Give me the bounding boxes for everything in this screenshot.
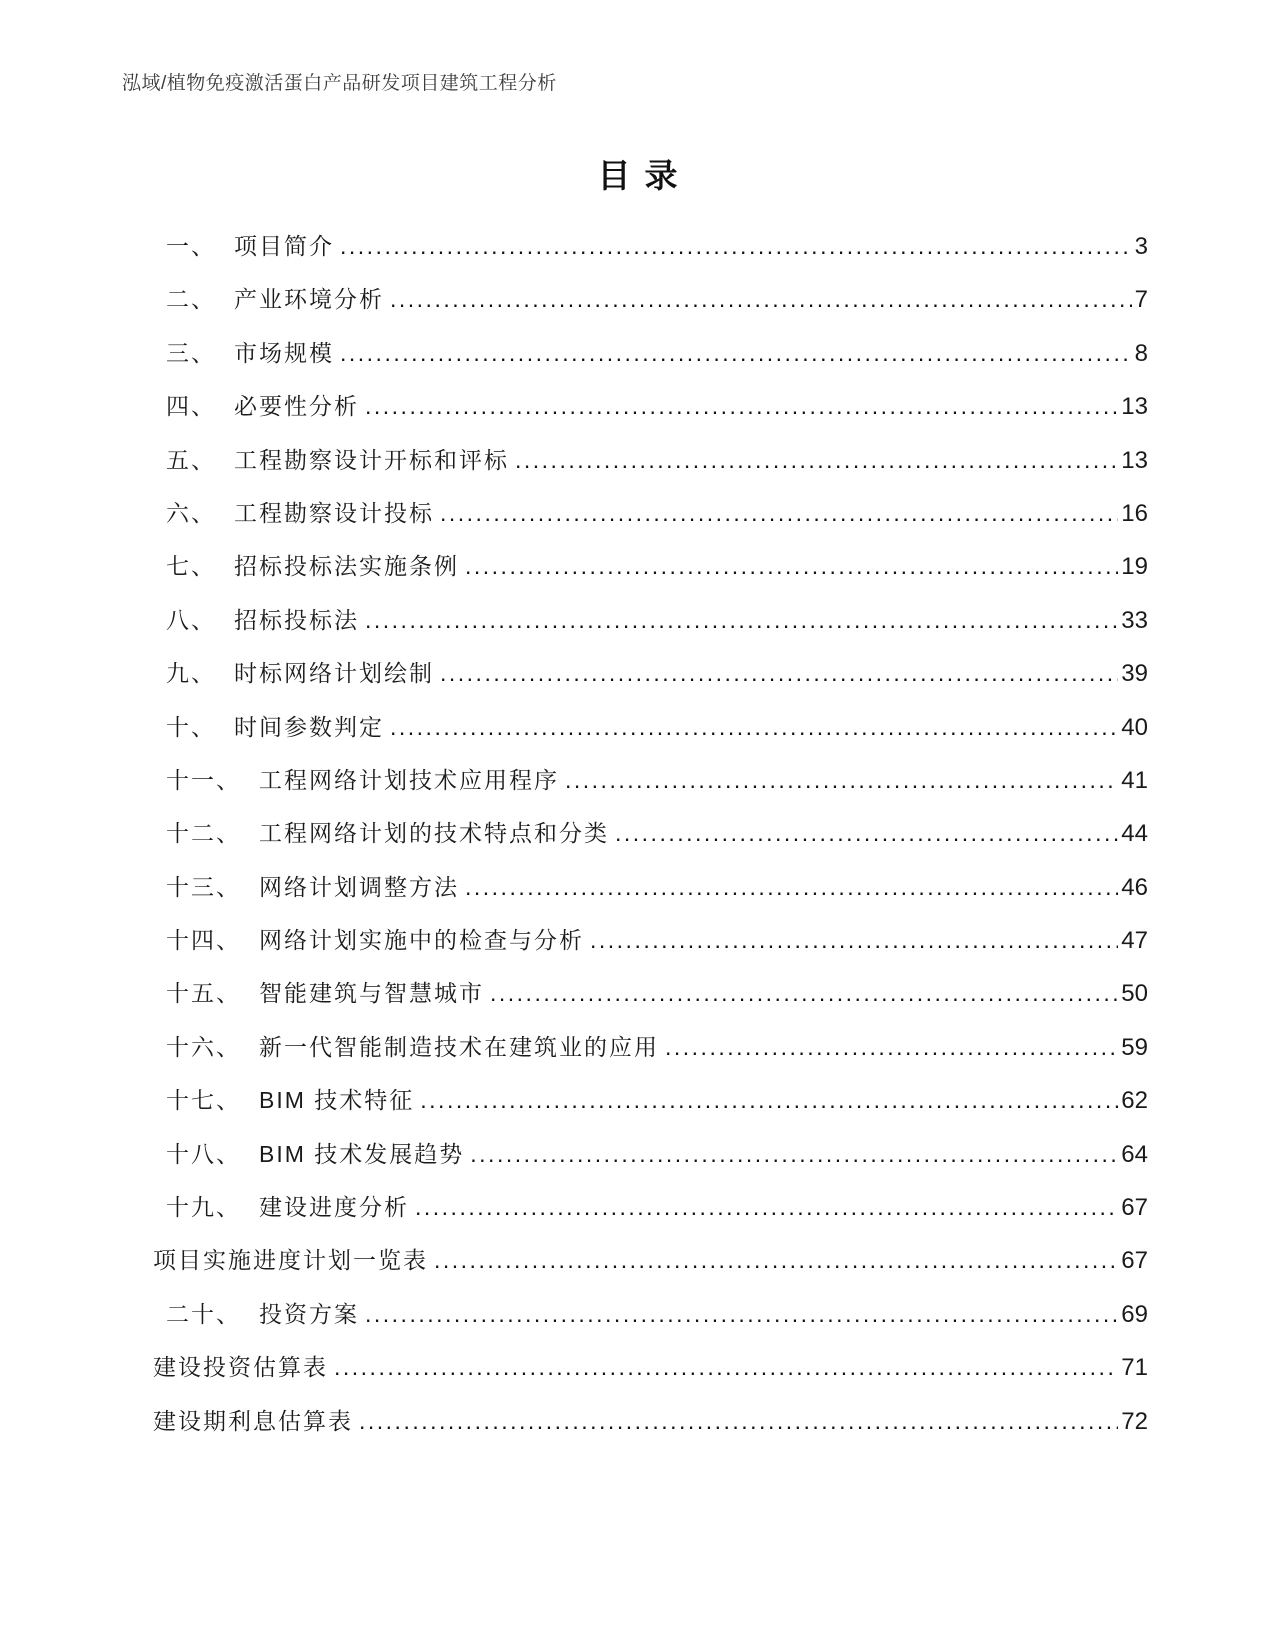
toc-entry-page: 44	[1121, 820, 1148, 848]
toc-dot-leader	[334, 1341, 1118, 1394]
toc-entry-14[interactable]	[122, 914, 1148, 967]
toc-entry-number: 六、	[166, 499, 216, 526]
toc-entry-16[interactable]	[122, 1021, 1148, 1074]
toc-entry-number: 四、	[166, 393, 216, 420]
toc-dot-leader	[465, 861, 1118, 914]
toc-entry-13[interactable]	[122, 861, 1148, 914]
toc-entry-title: 必要性分析	[234, 393, 359, 420]
toc-entry-19[interactable]	[122, 1181, 1148, 1234]
toc-entry-11[interactable]	[122, 754, 1148, 807]
toc-entry-title: 项目实施进度计划一览表	[153, 1247, 428, 1274]
toc-entry-12[interactable]	[122, 807, 1148, 860]
toc-entry-title: 建设投资估算表	[153, 1354, 328, 1381]
toc-entry-number: 十三、	[166, 873, 241, 900]
toc-entry-page: 72	[1121, 1407, 1148, 1435]
toc-dot-leader	[665, 1021, 1118, 1074]
toc-title-container	[0, 150, 1275, 197]
toc-entry-10[interactable]	[122, 701, 1148, 754]
page-title: 目录	[597, 157, 692, 194]
toc-dot-leader	[340, 327, 1132, 380]
toc-entry-number: 十八、	[166, 1140, 241, 1167]
toc-entry-number: 十六、	[166, 1033, 241, 1060]
toc-entry-20[interactable]	[122, 1234, 1148, 1287]
toc-entry-page: 39	[1121, 660, 1148, 688]
toc-entry-title: 时标网络计划绘制	[234, 660, 434, 687]
toc-entry-5[interactable]	[122, 434, 1148, 487]
toc-entry-page: 46	[1121, 873, 1148, 901]
toc-entry-22[interactable]	[122, 1341, 1148, 1394]
toc-entry-page: 64	[1121, 1140, 1148, 1168]
toc-entry-number: 十二、	[166, 820, 241, 847]
toc-entry-8[interactable]	[122, 594, 1148, 647]
toc-entry-title: 工程网络计划技术应用程序	[259, 766, 559, 793]
toc-entry-title: 网络计划调整方法	[259, 873, 459, 900]
toc-entry-number: 十七、	[166, 1087, 241, 1114]
toc-list	[122, 220, 1148, 1448]
toc-dot-leader	[365, 380, 1118, 433]
toc-entry-title: 工程勘察设计投标	[234, 499, 434, 526]
toc-entry-17[interactable]	[122, 1074, 1148, 1127]
toc-entry-page: 69	[1121, 1300, 1148, 1328]
toc-entry-number: 二、	[166, 286, 216, 313]
toc-entry-title: 新一代智能制造技术在建筑业的应用	[259, 1033, 659, 1060]
toc-entry-title: 智能建筑与智慧城市	[259, 980, 484, 1007]
toc-dot-leader	[340, 220, 1132, 273]
toc-entry-title: 招标投标法	[234, 606, 359, 633]
toc-dot-leader	[615, 807, 1118, 860]
document-header: 泓域/植物免疫激活蛋白产品研发项目建筑工程分析	[122, 73, 557, 94]
toc-entry-number: 十五、	[166, 980, 241, 1007]
toc-entry-title: 建设进度分析	[259, 1194, 409, 1221]
toc-entry-title: BIM 技术发展趋势	[259, 1140, 465, 1167]
toc-entry-23[interactable]	[122, 1395, 1148, 1448]
toc-dot-leader	[440, 487, 1118, 540]
toc-entry-page: 33	[1121, 606, 1148, 634]
toc-entry-page: 19	[1121, 553, 1148, 581]
toc-entry-title: 投资方案	[259, 1300, 359, 1327]
toc-entry-page: 16	[1121, 499, 1148, 527]
toc-entry-title: 工程勘察设计开标和评标	[234, 446, 509, 473]
toc-entry-title: BIM 技术特征	[259, 1087, 415, 1114]
toc-dot-leader	[420, 1074, 1118, 1127]
toc-entry-21[interactable]	[122, 1288, 1148, 1341]
toc-entry-number: 五、	[166, 446, 216, 473]
toc-entry-page: 13	[1121, 393, 1148, 421]
toc-entry-title: 工程网络计划的技术特点和分类	[259, 820, 609, 847]
toc-entry-page: 7	[1134, 286, 1148, 314]
toc-entry-page: 71	[1121, 1354, 1148, 1382]
toc-entry-page: 50	[1121, 980, 1148, 1008]
toc-dot-leader	[565, 754, 1118, 807]
toc-entry-number: 十一、	[166, 766, 241, 793]
toc-entry-page: 40	[1121, 713, 1148, 741]
toc-dot-leader	[515, 434, 1118, 487]
toc-entry-page: 41	[1121, 766, 1148, 794]
toc-entry-number: 十、	[166, 713, 216, 740]
toc-entry-title: 网络计划实施中的检查与分析	[259, 927, 584, 954]
toc-entry-2[interactable]	[122, 273, 1148, 326]
toc-entry-title: 市场规模	[234, 339, 334, 366]
toc-dot-leader	[390, 701, 1118, 754]
toc-entry-number: 九、	[166, 660, 216, 687]
toc-dot-leader	[434, 1234, 1118, 1287]
toc-dot-leader	[365, 1288, 1118, 1341]
toc-entry-9[interactable]	[122, 647, 1148, 700]
toc-entry-18[interactable]	[122, 1128, 1148, 1181]
toc-dot-leader	[390, 273, 1132, 326]
toc-entry-7[interactable]	[122, 540, 1148, 593]
toc-entry-4[interactable]	[122, 380, 1148, 433]
toc-entry-number: 三、	[166, 339, 216, 366]
toc-dot-leader	[359, 1395, 1118, 1448]
toc-entry-number: 二十、	[166, 1300, 241, 1327]
toc-entry-page: 13	[1121, 446, 1148, 474]
toc-entry-1[interactable]	[122, 220, 1148, 273]
toc-entry-title: 建设期利息估算表	[153, 1407, 353, 1434]
toc-entry-page: 3	[1134, 233, 1148, 260]
toc-entry-title: 产业环境分析	[234, 286, 384, 313]
toc-entry-6[interactable]	[122, 487, 1148, 540]
toc-dot-leader	[365, 594, 1118, 647]
toc-entry-15[interactable]	[122, 967, 1148, 1020]
toc-dot-leader	[465, 540, 1118, 593]
toc-entry-number: 十四、	[166, 927, 241, 954]
toc-entry-page: 62	[1121, 1087, 1148, 1115]
toc-entry-title: 项目简介	[234, 233, 334, 259]
toc-entry-number: 七、	[166, 553, 216, 580]
toc-entry-number: 十九、	[166, 1194, 241, 1221]
toc-entry-page: 67	[1121, 1194, 1148, 1222]
toc-entry-page: 59	[1121, 1033, 1148, 1061]
toc-dot-leader	[440, 647, 1118, 700]
toc-dot-leader	[470, 1128, 1118, 1181]
toc-entry-number: 八、	[166, 606, 216, 633]
toc-entry-3[interactable]	[122, 327, 1148, 380]
toc-entry-title: 招标投标法实施条例	[234, 553, 459, 580]
toc-dot-leader	[590, 914, 1118, 967]
toc-entry-page: 8	[1134, 339, 1148, 367]
toc-entry-page: 47	[1121, 927, 1148, 955]
toc-dot-leader	[490, 967, 1118, 1020]
toc-entry-page: 67	[1121, 1247, 1148, 1275]
toc-dot-leader	[415, 1181, 1118, 1234]
toc-entry-number: 一、	[166, 233, 216, 259]
toc-entry-title: 时间参数判定	[234, 713, 384, 740]
